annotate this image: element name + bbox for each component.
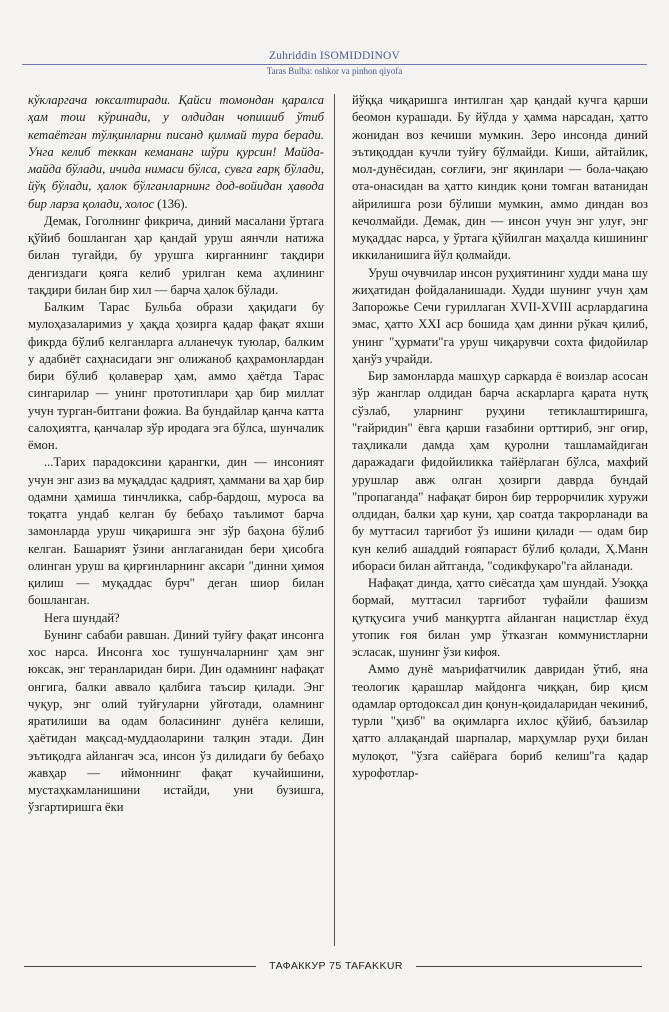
- paragraph: [28, 213, 324, 299]
- left-column: [28, 92, 324, 817]
- running-header: [0, 50, 669, 77]
- paragraph: [352, 661, 648, 782]
- body-text: Нега шундай?: [44, 610, 120, 625]
- page-footer: [0, 958, 669, 976]
- footer-rule-right: [416, 966, 642, 967]
- header-author: Zuhriddin ISOMIDDINOV: [268, 50, 400, 62]
- paragraph: [352, 368, 648, 575]
- article-body: [28, 92, 648, 952]
- body-text: Уруш очувчилар инсон руҳиятининг худди мана шу жиҳатидан фойдаланишади. Худди шунинг учун ҳам Запорожье Сечи гуриллаган XVII-XVIII асрлардагина эмас, ҳатто XXI аср бошида ҳам динни рўкач қилиб, унинг "ҳурмати"га уруш чиқарувчи сохта фидойилар ҳанўз учрайди.: [352, 265, 648, 366]
- paragraph: [352, 92, 648, 265]
- body-text: (136).: [154, 196, 188, 211]
- body-text: Демак, Гоголнинг фикрича, диний масалани ўртага қўйиб бошланган ҳар қандай уруш аянчли натижа билан тугайди, бу урушга кирганнинг тақдири денгиздаги қояга келиб урилган кема аҳлининг тақдири билан бир хил — барча ҳалок бўлади.: [28, 213, 324, 297]
- quote-text: кўкларгача юксалтиради. Қайси томондан қаралса ҳам тош кўринади, у олдидан чопишиб ўтиб кетаётган тўлқинларни писанд қилмай тура беради. Унга келиб теккан кемананг шўри қурсин! Майда-майда бўлади, ичида нимаси бўлса, сувга ғарқ бўлади, йўқ бўлади, ҳалок бўлганларнинг дод-войидан ҳавода бир ларза қолади, холос: [28, 93, 324, 211]
- paragraph: [28, 610, 324, 627]
- paragraph: [28, 299, 324, 454]
- right-column: [352, 92, 648, 782]
- paragraph: [28, 92, 324, 213]
- paragraph: [28, 627, 324, 817]
- header-subtitle: Taras Bulba: oshkor va pinhon qiyofa: [266, 66, 403, 76]
- footer-rule-left: [24, 966, 256, 967]
- paragraph: [352, 575, 648, 661]
- paragraph: [352, 265, 648, 369]
- column-divider: [334, 94, 335, 946]
- header-rule: [22, 64, 647, 65]
- body-text: ...Тарих парадоксини қарангки, дин — инсоният учун энг азиз ва муқаддас қадрият, ҳаммани ва ҳар бир одамни ҳамиша тинчликка, сабр-бардош, муроса ва тоқатга ундаб келган бу бебаҳо таълимот барча замонларда уруш чиқаришга энг зўр баҳона бўлиб келган. Башарият ўзини англаганидан бери ҳисобга олинган уруш ва қирғинларнинг аксари "динни ҳимоя қилиш — муқаддас бурч" деган шиор билан бошланган.: [28, 455, 324, 608]
- page-number-label: ТАФАККУР 75 TAFAKKUR: [269, 960, 403, 972]
- body-text: Бунинг сабаби равшан. Диний туйғу фақат инсонга хос нарса. Инсонга хос тушунчаларнинг ҳам энг юксак, энг теранларидан бири. Дин одамнинг нафақат онгига, балки аввало қалбига таъсир қилади. Энг чуқур, энг олий туйғуларни уйғотади, оламнинг яратилиши ва одам боласининг дунёга келиши, ҳаётидан мақсад-муддаоларини талқин этади. Дин эътиқодга айлангач эса, инсон ўз дилидаги бу бебаҳо жавҳар — иймоннинг фақат кучайишини, мустаҳкамланишини истайди, уни бузишга, ўзгартиришга ёки: [28, 627, 324, 815]
- body-text: Нафақат динда, ҳатто сиёсатда ҳам шундай. Узоққа бормай, муттасил тарғибот туфайли фашизм қутқусига учиб манқуртга айланган нацистлар ёхуд утопик ғоя билан умр ўтказган коммунистларни эсласак, шунинг ўзи кифоя.: [352, 576, 648, 659]
- body-text: йўққа чиқаришга интилган ҳар қандай кучга қарши беомон курашади. Бу йўлда у ҳамма нарсадан, ҳатто жонидан воз кечиши мумкин. Зеро инсонда диний эътиқоддан кучли туйғу бўлмайди. Киши, айтайлик, мол-дунёсидан, соғлиғи, энг яқинлари — бола-чақаю ота-онасидан ва ҳатто киндик қони томган ватанидан айрилишга рози бўлиши мумкин, аммо диндан воз кечолмайди. Демак, дин — инсон учун энг улуғ, энг муқаддас нарса, у ўртага қўйилган маҳалда кишининг иккиланишига йўл қолмайди.: [352, 93, 648, 263]
- body-text: Аммо дунё маърифатчилик давридан ўтиб, яна теологик қарашлар майдонга чиққан, бир қисм одамлар ортодоксал дин қонун-қоидаларидан чекиниб, турли "ҳизб" ва оқимларга ихлос қўйиб, баъзилар ҳатто аллақандай шарпалар, марҳумлар руҳи билан мулоқот, "ўзга сайёрага бориб келиш"га қадар хурофотлар-: [352, 662, 648, 780]
- body-text: Бир замонларда машҳур саркарда ё воизлар асосан зўр жанглар олдидан барча аскарларга қарата нутқ сўзлаб, уларнинг руҳини тетиклаштиришга, "ғайридин" ёвга қарши ғазабини орттириб, энг оғир, таҳликали дамда ҳам қуролни ташламайдиган даражадаги фидойиликка тайёрлаган бўлса, махфий урушлар авж олган ҳозирги даврда бундай "пропаганда" нафақат бирон бир террорчилик хуружи олдидан, балки ҳар куни, ҳар соатда такрорланади ва бу муттасил тарғибот ўз ишини қилади — одам бир кун келиб ашаддий ғояпараст бўлиб қолади, Ҳ.Манн ибораси билан айтганда, "содикфукаро"га айланади.: [352, 369, 648, 573]
- paragraph: [28, 454, 324, 609]
- body-text: Балким Тарас Бульба образи ҳақидаги бу мулоҳазаларимиз у ҳақда ҳозирга қадар фақат яхши фикрда бўлиб келганларга алланечук туюлар, балким у адабиёт саҳнасидаги энг олижаноб қаҳрамонлардан бири бўлиб қолаверар ҳам, аммо ҳаётда Тарас сингарилар — унинг прототиплари ҳар бир миллат учун турган-битгани фожиа. Ва бундайлар қанча катта салоҳиятга, қанчалар зўр иродага эга бўлса, шунчалик ёмон.: [28, 300, 324, 452]
